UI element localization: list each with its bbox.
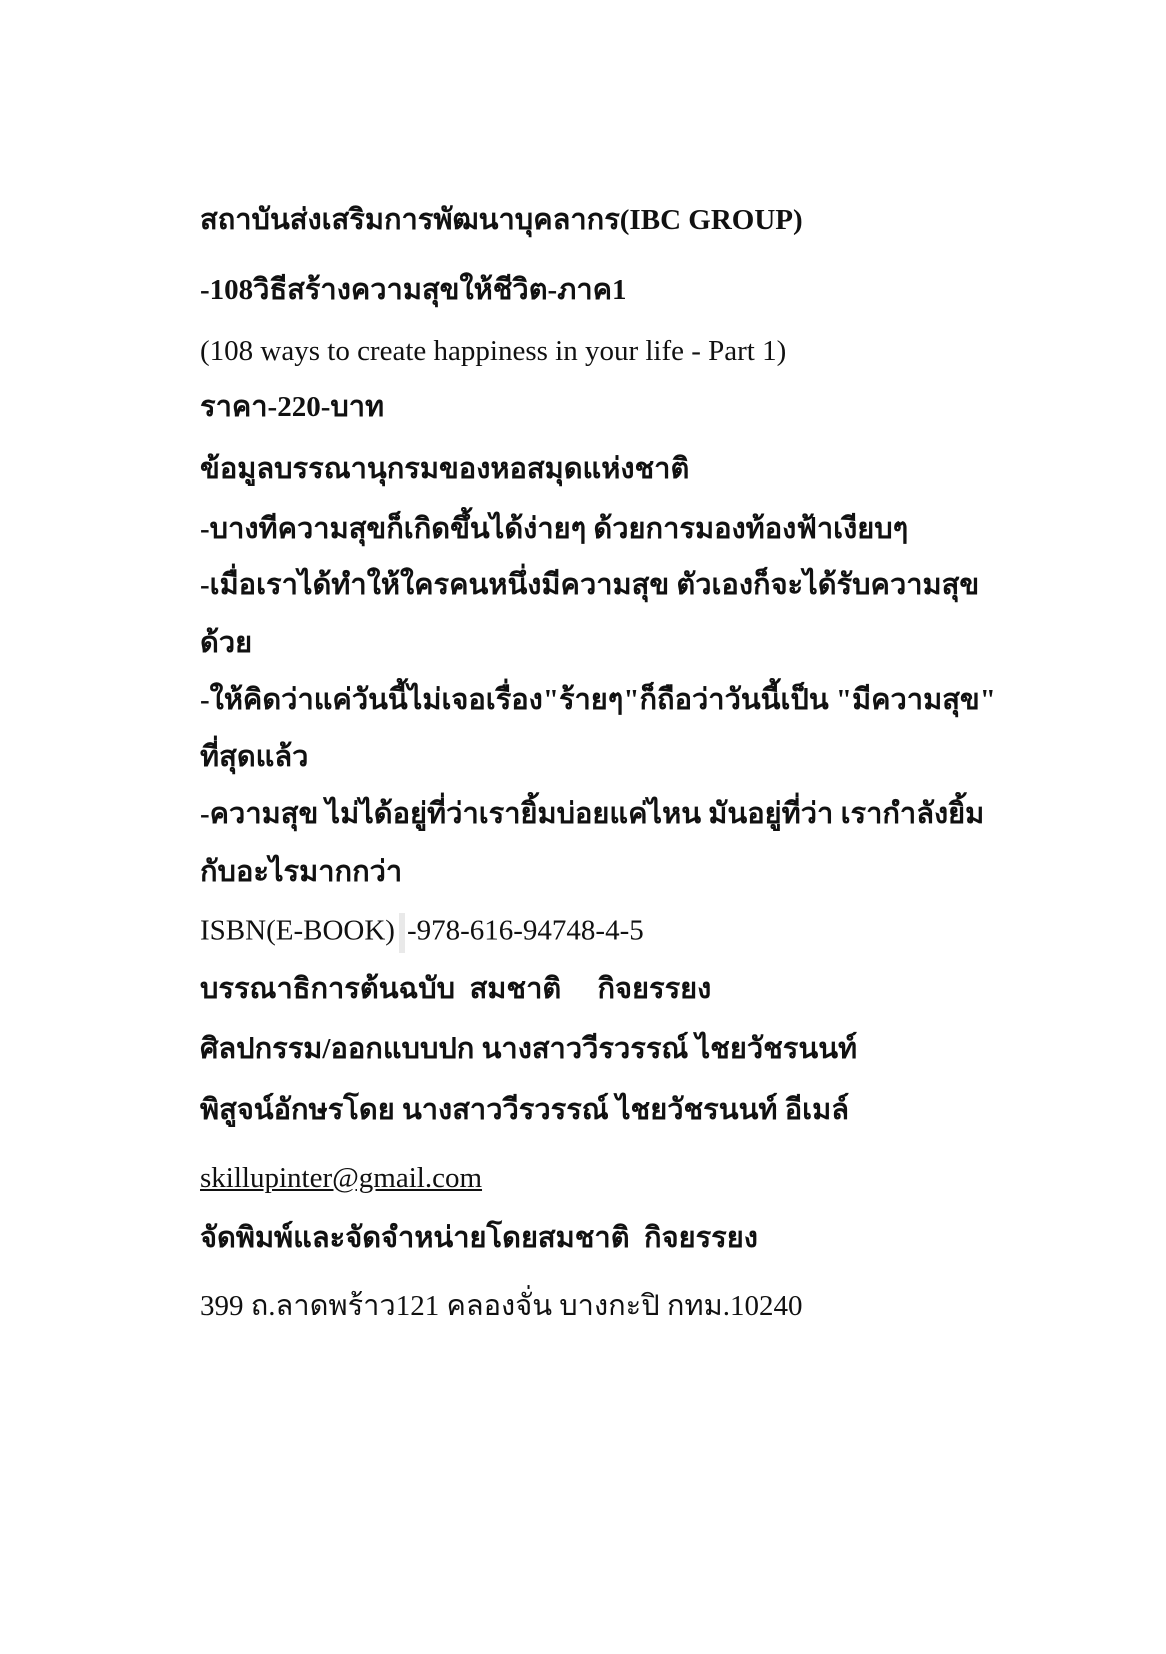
isbn-value: -978-616-94748-4-5 — [406, 914, 644, 947]
price-line: ราคา-220-บาท — [200, 391, 385, 423]
isbn-label: ISBN(E-BOOK) — [200, 914, 395, 947]
quote-line: ด้วย — [200, 627, 253, 659]
address-line: 399 ถ.ลาดพร้าว121 คลองจั่น บางกะปิ กทม.10240 — [200, 1290, 803, 1322]
quote-line: ที่สุดแล้ว — [200, 741, 309, 773]
isbn-line — [200, 913, 644, 953]
quote-line: -เมื่อเราได้ทำให้ใครคนหนึ่งมีความสุข ตัวเองก็จะได้รับความสุข — [200, 569, 980, 601]
distributor-line: จัดพิมพ์และจัดจำหน่ายโดยสมชาติ กิจยรรยง — [200, 1222, 758, 1254]
title-thai: -108วิธีสร้างความสุขให้ชีวิต-ภาค1 — [200, 274, 627, 306]
art-line: ศิลปกรรม/ออกแบบปก นางสาววีรวรรณ์ ไชยวัชรนนท์ — [200, 1033, 858, 1065]
quote-line: กับอะไรมากกว่า — [200, 856, 403, 888]
quote-line: -บางทีความสุขก็เกิดขึ้นได้ง่ายๆ ด้วยการมองท้องฟ้าเงียบๆ — [200, 513, 909, 545]
title-english: (108 ways to create happiness in your life - Part 1) — [200, 335, 787, 367]
editor-line: บรรณาธิการต้นฉบับ สมชาติ กิจยรรยง — [200, 973, 712, 1005]
publisher-line: สถาบันส่งเสริมการพัฒนาบุคลากร(IBC GROUP) — [200, 204, 803, 236]
quote-line: -ให้คิดว่าแค่วันนี้ไม่เจอเรื่อง"ร้ายๆ"ก็ถือว่าวันนี้เป็น "มีความสุข" — [200, 684, 996, 716]
quote-line: -ความสุข ไม่ได้อยู่ที่ว่าเรายิ้มบ่อยแค่ไหน มันอยู่ที่ว่า เรากำลังยิ้ม — [200, 798, 985, 830]
email-link[interactable]: skillupinter@gmail.com — [200, 1162, 483, 1194]
proof-line: พิสูจน์อักษรโดย นางสาววีรวรรณ์ ไชยวัชรนนท์ อีเมล์ — [200, 1094, 849, 1126]
catalog-heading: ข้อมูลบรรณานุกรมของหอสมุดแห่งชาติ — [200, 453, 690, 485]
selection-mark — [399, 913, 405, 953]
